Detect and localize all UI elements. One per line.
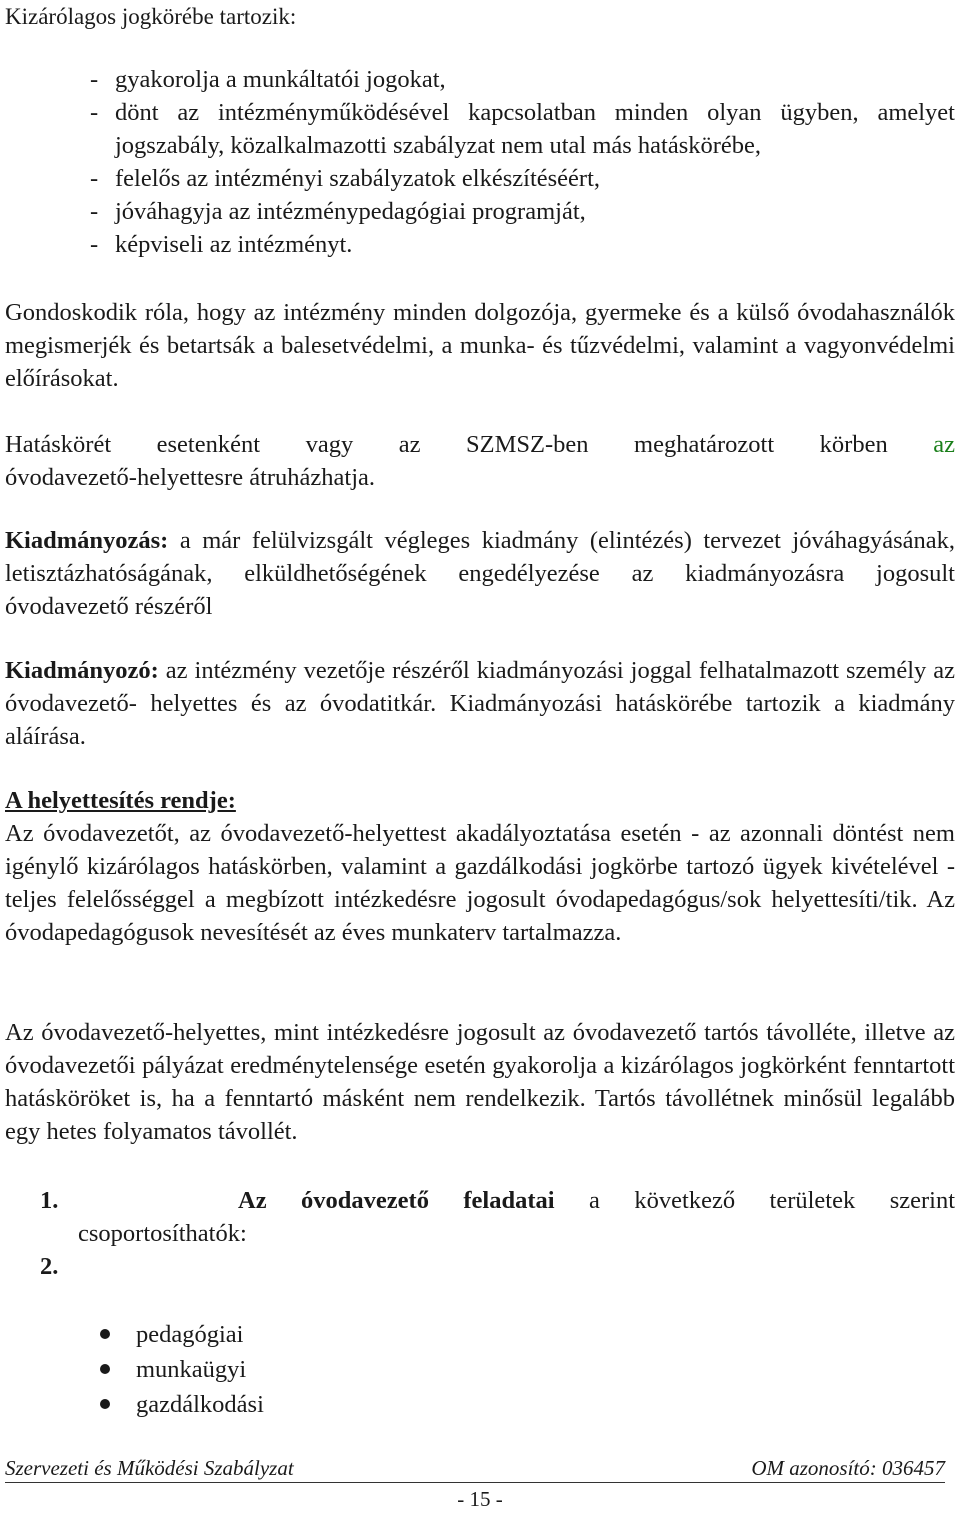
hataskor-green-word: az xyxy=(933,431,955,458)
paragraph-kiadmanyozas xyxy=(5,524,955,623)
list-item: - jóváhagyja az intézménypedagógiai programját, xyxy=(90,195,955,228)
helyettesites-text: Az óvodavezetőt, az óvodavezető-helyettest akadályoztatása esetén - az azonnali döntést nem igénylő kizárólagos hatáskörben, valamint a gazdálkodási jogkörbe tartozó ügyek kivételével - teljes felelősséggel a megbízott intézkedésre jogosult óvodapedagógus/sok helyettesíti/tik. Az óvodapedagógusok nevesítését az éves munkaterv tartalmazza. xyxy=(5,820,955,946)
footer-document-title: Szervezeti és Működési Szabályzat xyxy=(5,1456,294,1480)
helyettesites-title: A helyettesítés rendje: xyxy=(5,787,236,814)
list-item: - gyakorolja a munkáltatói jogokat, xyxy=(90,63,955,96)
number-2: 2. xyxy=(40,1253,59,1280)
footer-om-id: OM azonosító: 036457 xyxy=(751,1456,945,1480)
list-item: - felelős az intézményi szabályzatok elkészítéséért, xyxy=(90,162,955,195)
bullet-item: gazdálkodási xyxy=(98,1388,264,1423)
hataskor-rest: óvodavezető-helyettesre átruházhatja. xyxy=(5,464,376,491)
bullet-item: munkaügyi xyxy=(98,1353,264,1388)
section-helyettesites xyxy=(5,784,955,949)
number-1: 1. xyxy=(40,1187,59,1214)
paragraph-tavollet: Az óvodavezető-helyettes, mint intézkedésre jogosult az óvodavezető tartós távolléte, illetve az óvodavezetői pályázat eredménytelensége esetén gyakorolja a kizárólagos jogkörként fenntartott hatásköröket is, ha a fenntartó másként nem rendelkezik. Tartós távollétnek minősül legalább egy hetes folyamatos távollét. xyxy=(5,1019,955,1145)
page-number: - 15 - xyxy=(457,1487,503,1511)
kiadmanyozo-label: Kiadmányozó: xyxy=(5,657,159,684)
section-heading: Kizárólagos jogkörébe tartozik: xyxy=(5,4,297,29)
hataskor-text: Hatáskörét esetenként vagy az SZMSZ-ben meghatározott körben xyxy=(5,431,888,458)
numbered-list xyxy=(40,1184,955,1283)
list-item: - képviseli az intézményt. xyxy=(90,228,955,261)
paragraph-hataskor xyxy=(5,428,955,494)
footer xyxy=(5,1454,945,1483)
numbered-bold: Az óvodavezető feladatai xyxy=(238,1187,555,1214)
numbered-rest1: a következő területek szerint xyxy=(554,1187,956,1214)
bullet-item: pedagógiai xyxy=(98,1318,264,1353)
kiadmanyozas-text: a már felülvizsgált végleges kiadmány (elintézés) tervezet jóváhagyásának, letisztázhatóságának, elküldhetőségének engedélyezése az kiadmányozásra jogosult óvodavezető részéről xyxy=(5,527,955,620)
kiadmanyozo-text: az intézmény vezetője részéről kiadmányozási joggal felhatalmazott személy az óvodavezető- helyettes és az óvodatitkár. Kiadmányozási hatáskörébe tartozik a kiadmány aláírása. xyxy=(5,657,955,750)
paragraph-gondoskodik: Gondoskodik róla, hogy az intézmény minden dolgozója, gyermeke és a külső óvodahasználók megismerjék és betartsák a balesetvédelmi, a munka- és tűzvédelmi, valamint a vagyonvédelmi előírásokat. xyxy=(5,299,955,392)
numbered-rest2: csoportosíthatók: xyxy=(78,1220,247,1247)
paragraph-kiadmanyozo xyxy=(5,654,955,753)
list-item: - dönt az intézményműködésével kapcsolatban minden olyan ügyben, amelyet jogszabály, közalkalmazotti szabályzat nem utal más hatáskörébe, xyxy=(90,96,955,162)
bullet-list xyxy=(98,1318,264,1423)
kiadmanyozas-label: Kiadmányozás: xyxy=(5,527,169,554)
dash-list xyxy=(90,63,955,261)
